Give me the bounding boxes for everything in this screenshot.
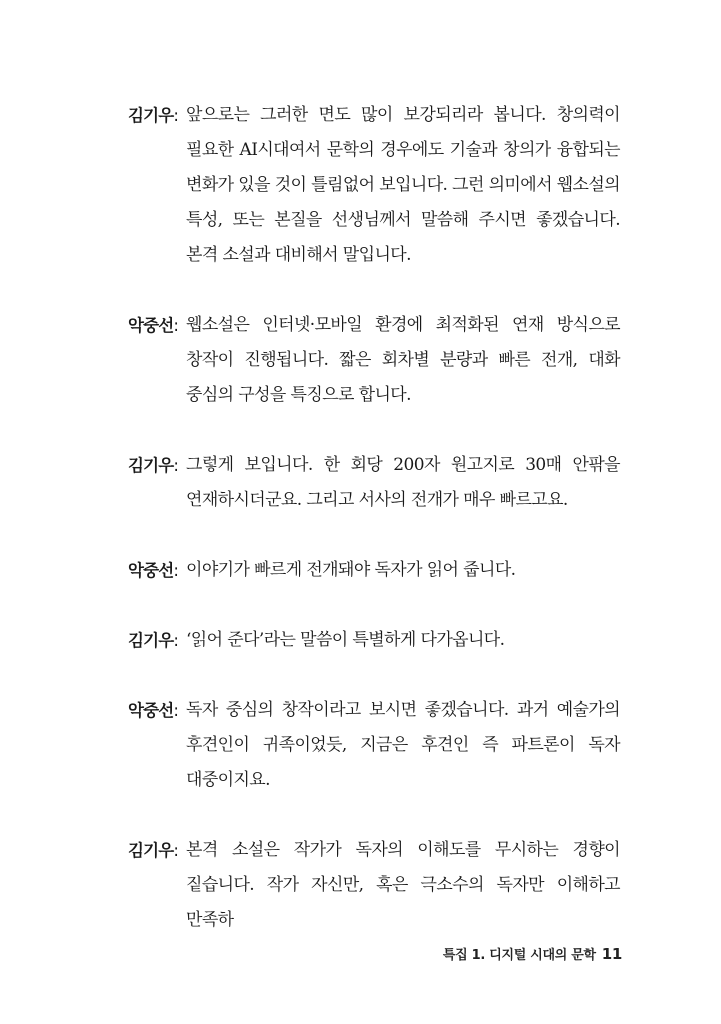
dialogue-text: 웹소설은 인터넷·모바일 환경에 최적화된 연재 방식으로 창작이 진행됩니다. 짧은 회차별 분량과 빠른 전개, 대화 중심의 구성을 특징으로 합니다. [186, 315, 620, 405]
speaker-name: 김기우: [128, 631, 179, 650]
dialogue-entry [128, 308, 620, 413]
speaker-name: 악중선: [128, 701, 179, 720]
article-body [128, 98, 620, 938]
dialogue-text: ‘읽어 준다’라는 말씀이 특별하게 다가옵니다. [186, 630, 505, 650]
page-footer [443, 944, 622, 963]
dialogue-text: 그렇게 보입니다. 한 회당 200자 원고지로 30매 안팎을 연재하시더군요. 그리고 서사의 전개가 매우 빠르고요. [186, 455, 620, 510]
dialogue-text: 독자 중심의 창작이라고 보시면 좋겠습니다. 과거 예술가의 후견인이 귀족이었듯, 지금은 후견인 즉 파트론이 독자 대중이지요. [186, 700, 620, 790]
dialogue-text: 본격 소설은 작가가 독자의 이해도를 무시하는 경향이 짙습니다. 작가 자신만, 혹은 극소수의 독자만 이해하고 만족하 [186, 840, 620, 930]
dialogue-entry [128, 623, 620, 658]
dialogue-entry [128, 448, 620, 518]
speaker-name: 김기우: [128, 841, 179, 860]
section-title: 특집 1. 디지털 시대의 문학 [442, 948, 596, 963]
dialogue-entry [128, 693, 620, 798]
speaker-name: 김기우: [128, 456, 179, 475]
dialogue-text: 앞으로는 그러한 면도 많이 보강되리라 봅니다. 창의력이 필요한 AI시대여서 문학의 경우에도 기술과 창의가 융합되는 변화가 있을 것이 틀림없어 보입니다. 그런 의미에서 웹소설의 특성, 또는 본질을 선생님께서 말씀해 주시면 좋겠습니다. 본격 소설과 대비해서 말입니다. [186, 105, 620, 265]
speaker-name: 악중선: [128, 561, 179, 580]
dialogue-entry [128, 833, 620, 938]
page-number: 11 [601, 945, 622, 963]
dialogue-entry [128, 98, 620, 273]
dialogue-text: 이야기가 빠르게 전개돼야 독자가 읽어 줍니다. [186, 560, 516, 580]
dialogue-entry [128, 553, 620, 588]
speaker-name: 김기우: [128, 106, 179, 125]
speaker-name: 악중선: [128, 316, 179, 335]
